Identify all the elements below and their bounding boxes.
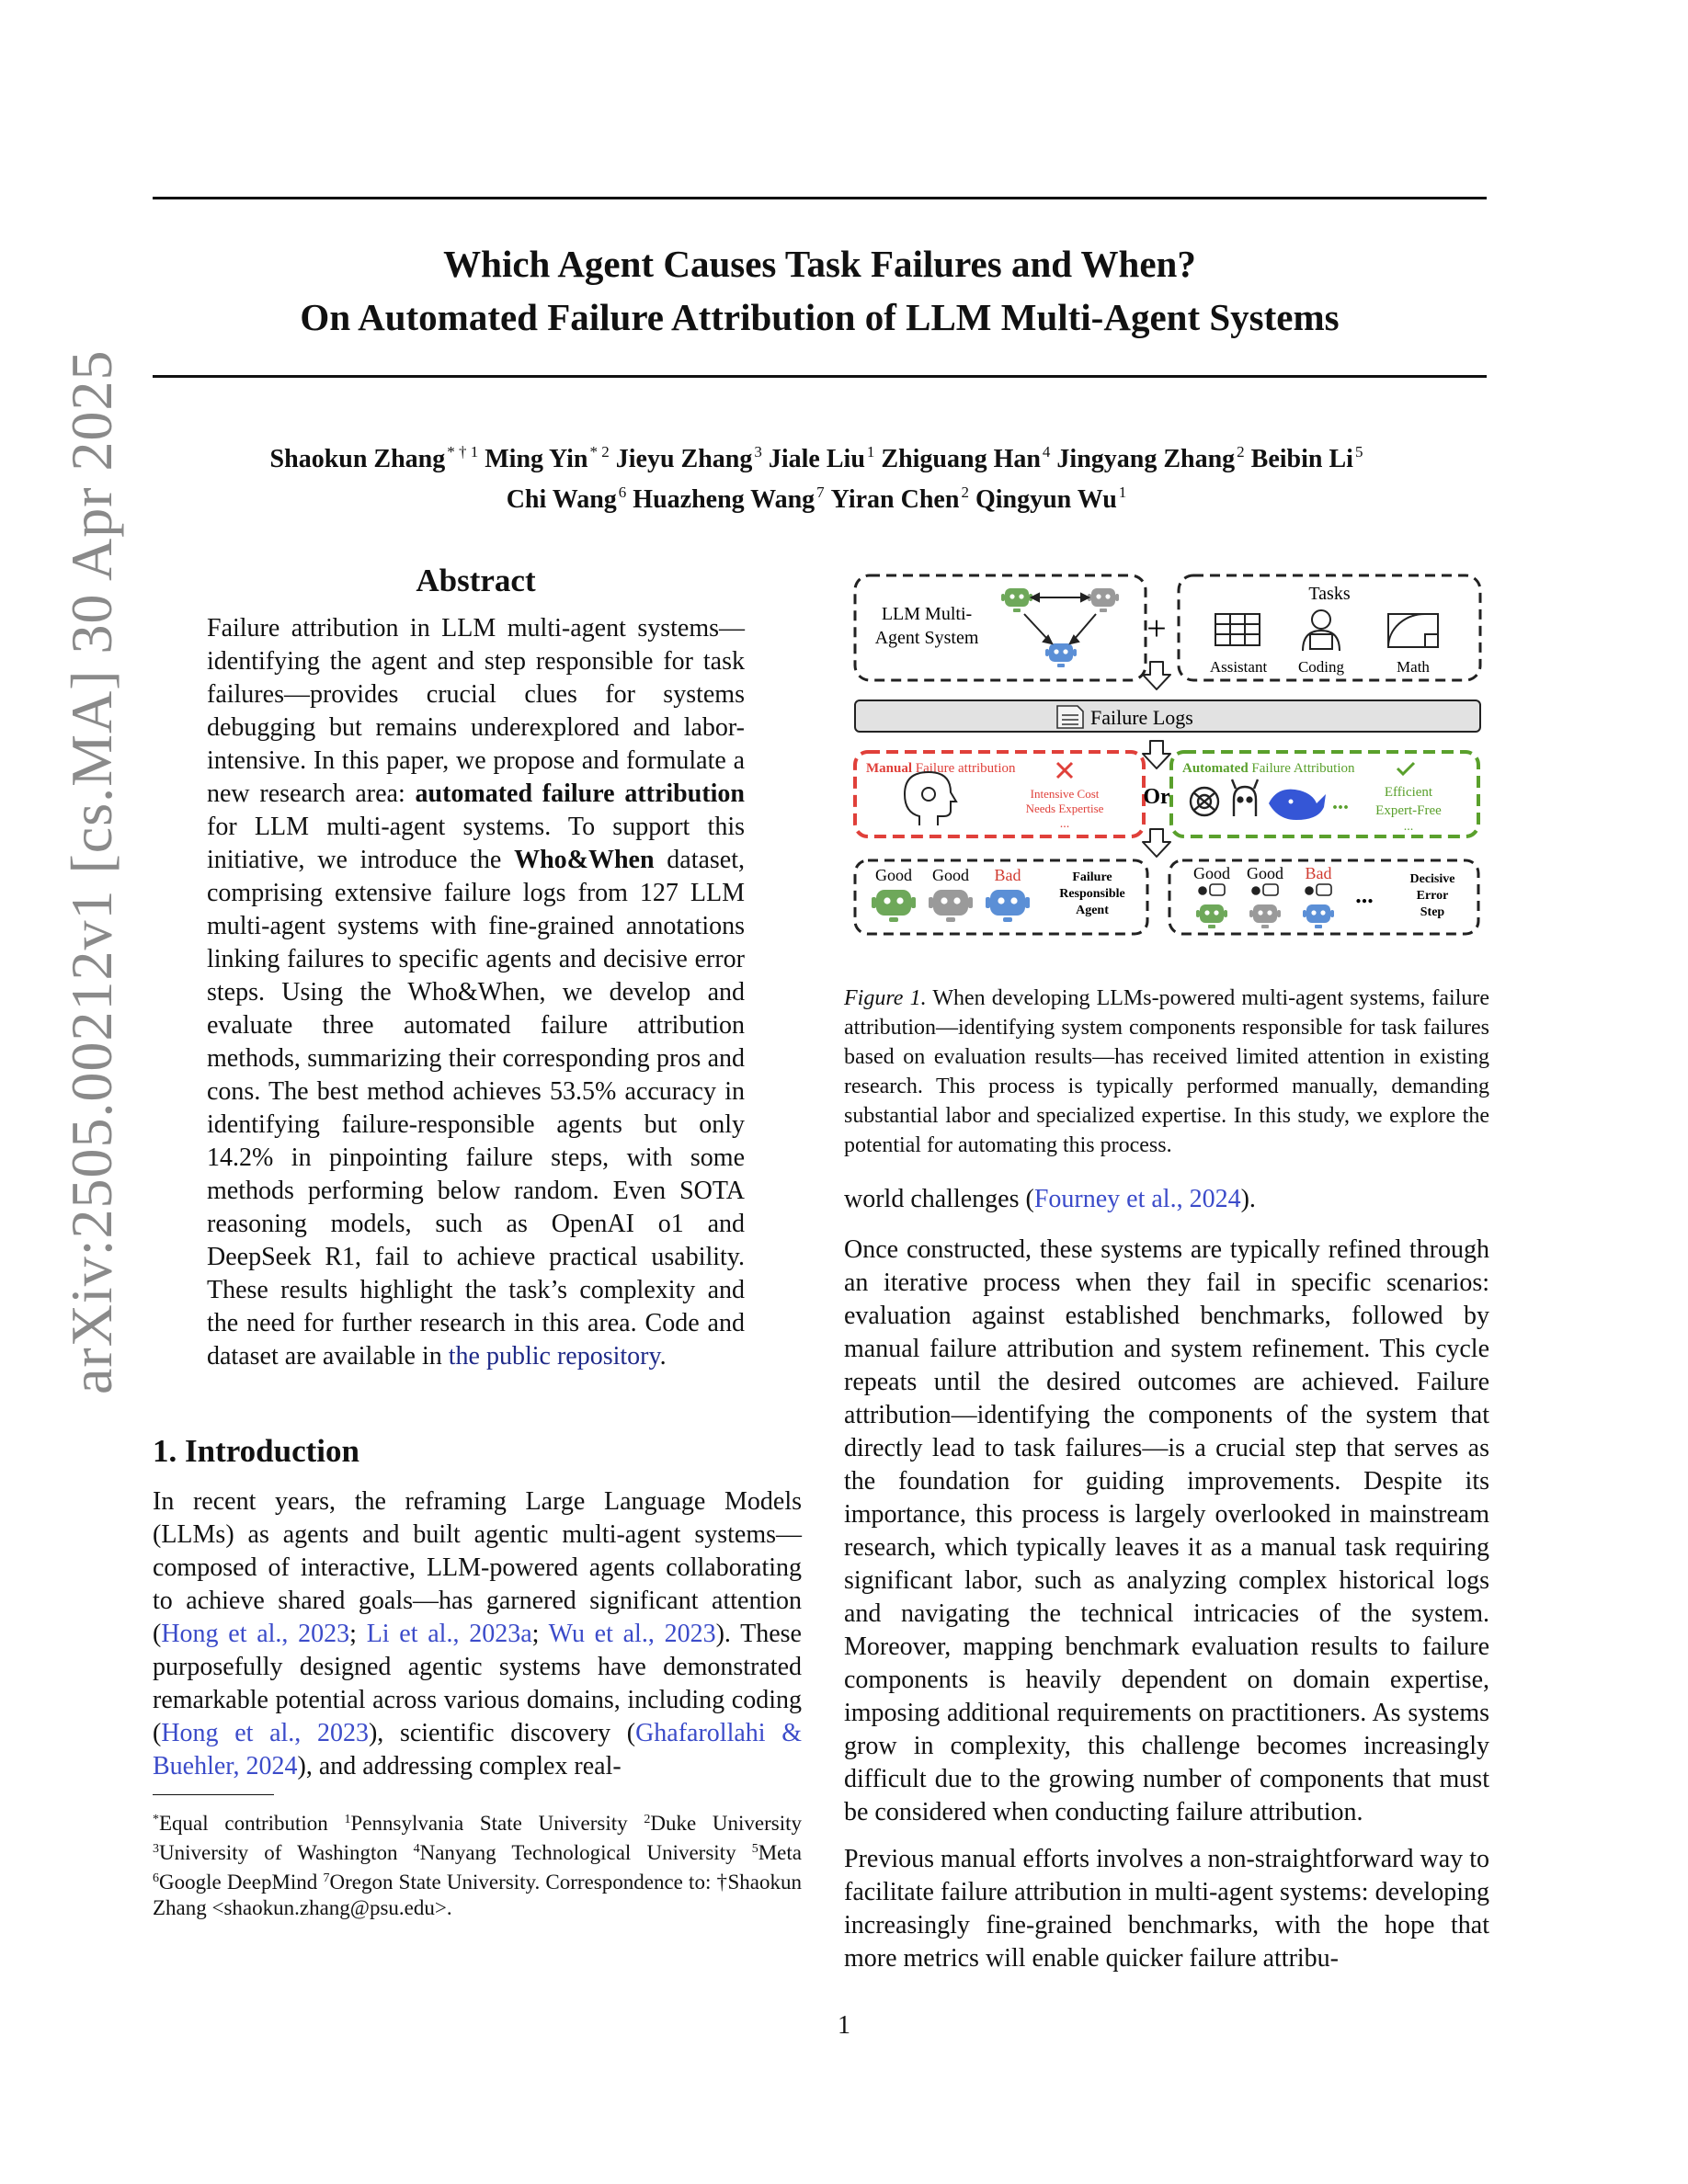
manual-title: Manual Failure attribution	[866, 761, 1016, 776]
decisive-label: Error	[1416, 889, 1449, 903]
mas-label: LLM Multi-	[881, 604, 973, 624]
agent-gray-icon	[1088, 588, 1119, 612]
figure-caption	[844, 984, 1489, 1160]
author-affiliation-mark: 1	[866, 443, 875, 461]
agent-green-icon	[1001, 588, 1032, 612]
abstract-bold-term: automated failure attribution	[415, 779, 745, 808]
right-paragraph-3: Previous manual efforts involves a non-straightforward way to facilitate failure attribution in multi-agent systems: developing increasingly fine-grained benchmarks, with the hope that more metrics will enable quicker failure attribu-	[844, 1845, 1489, 1973]
author-name: Ming Yin	[485, 445, 588, 473]
deepseek-logo-icon	[1269, 790, 1326, 820]
task-assistant: Assistant	[1209, 658, 1268, 676]
manual-expertise: Needs Expertise	[1025, 802, 1104, 815]
good-label: Good	[1247, 864, 1283, 882]
failure-logs-label: Failure Logs	[1090, 706, 1193, 729]
citation-link[interactable]: Fourney et al., 2024	[1033, 1185, 1241, 1213]
abstract-heading: Abstract	[416, 563, 536, 598]
author-name: Chi Wang	[506, 485, 617, 514]
citation-link[interactable]: Li et al., 2023a	[366, 1620, 532, 1648]
author-affiliation-mark: 2	[961, 483, 969, 501]
llama-logo-icon	[1232, 779, 1258, 816]
page-number: 1	[838, 2011, 850, 2040]
agent-links	[1024, 594, 1096, 643]
decisive-label: Step	[1420, 905, 1445, 919]
responsible-label: Failure	[1072, 870, 1112, 884]
intro-span: ;	[531, 1620, 549, 1648]
author-list	[153, 436, 1487, 517]
intro-span: In recent years, the reframing Large Language Models (LLMs) as agents and built agentic multi-agent systems—composed of interactive, LLM-powered agents collaborating to achieve shared goals—has garnered significant attention (	[153, 1487, 802, 1648]
right-paragraph-2: Once constructed, these systems are typically refined through an iterative process when they fail in specific scenarios: evaluation against established benchmarks, followed by manual failure attribution and system refinement. This cycle repeats until the desired outcomes are achieved. Failure attribution—identifying the components of the system that directly lead to task failures—is a crucial step that serves as the foundation for guiding improvements. Despite its importance, this process is largely overlooked in mainstream research, which typically leaves it as a manual task requiring significant labor, such as analyzing complex historical logs and navigating the technical intricacies of the system. Moreover, mapping benchmark evaluation results to failure components is heavily dependent on domain expertise, imposing additional requirements on practitioners. As systems grow in complexity, this challenge becomes increasingly difficult due to the growing number of components that must be considered when conducting failure attribution.	[844, 1235, 1489, 1826]
agent-gray-icon	[929, 890, 973, 922]
abstract-span: dataset, comprising extensive failure logs from 127 LLM multi-agent systems with fine-grained annotations linking failures to specific agents and decisive error steps. Using the Who&When, we develop and evaluate three automated failure attribution methods, summarizing their corresponding pros and cons. The best method achieves 53.5% accuracy in identifying failure-responsible agents but only 14.2% in pinpointing failure steps, with some methods performing below random. Even SOTA reasoning models, such as OpenAI o1 and DeepSeek R1, fail to achieve practical usability. These results highlight the task’s complexity and the need for further research in this area. Code and dataset are available in	[207, 846, 746, 1371]
footnote-rule	[153, 1794, 274, 1795]
author-name: Huazheng Wang	[633, 485, 815, 514]
plus-icon: +	[1146, 609, 1167, 648]
section-heading-introduction: 1. Introduction	[153, 1433, 359, 1469]
document-icon	[1057, 706, 1083, 728]
responsible-label: Agent	[1076, 904, 1109, 917]
paper-title	[153, 237, 1487, 344]
agent-blue-icon	[986, 890, 1030, 922]
task-coding: Coding	[1297, 658, 1345, 676]
abstract-span: Failure attribution in LLM multi-agent systems—identifying the agent and step responsible for task failures—provides crucial clues for systems debugging but remains underexplored and labor-intensive. In this paper, we propose and formulate a new research area:	[207, 614, 745, 808]
author-affiliation-mark: 6	[618, 483, 627, 501]
automated-efficient: Efficient	[1384, 785, 1433, 800]
automated-title: Automated Failure Attribution	[1182, 761, 1355, 776]
down-arrow-icon	[1143, 662, 1170, 689]
author-affiliation-mark: 7	[816, 483, 825, 501]
author-line-2	[153, 476, 1487, 517]
intro-span: ), and addressing complex real-	[297, 1752, 622, 1780]
agent-blue-icon	[1303, 904, 1334, 928]
down-arrow-icon	[1143, 829, 1170, 857]
responsible-label: Responsible	[1059, 887, 1125, 901]
good-label: Good	[875, 866, 912, 884]
decisive-label: Decisive	[1409, 872, 1455, 886]
footnote-span: Google DeepMind	[159, 1871, 324, 1894]
title-line-1: Which Agent Causes Task Failures and When?	[443, 243, 1196, 285]
right-span: ).	[1240, 1185, 1256, 1213]
repository-link[interactable]: the public repository	[448, 1342, 660, 1371]
agent-gray-icon	[1249, 904, 1281, 928]
right-span: world challenges (	[844, 1185, 1034, 1213]
math-icon	[1388, 614, 1438, 647]
intro-paragraph	[153, 1485, 802, 1783]
top-rule	[153, 197, 1487, 199]
author-affiliation-mark: 1	[1118, 483, 1127, 501]
author-affiliation-mark: 2	[1237, 443, 1245, 461]
author-name: Qingyun Wu	[975, 485, 1117, 514]
author-name: Jieyu Zhang	[615, 445, 753, 473]
intro-span: ). These purposefully designed agentic systems have demonstrated remarkable potential across various domains, including coding (	[153, 1620, 802, 1747]
automated-dots: ...	[1332, 791, 1349, 814]
bad-label: Bad	[1305, 864, 1332, 882]
agent-green-icon	[1196, 904, 1227, 928]
down-arrow-icon	[1143, 741, 1170, 768]
step-dots: ...	[1355, 882, 1374, 908]
mas-label: Agent System	[874, 628, 979, 648]
manual-cost: Intensive Cost	[1030, 787, 1100, 801]
title-line-2: On Automated Failure Attribution of LLM Multi-Agent Systems	[300, 296, 1340, 338]
good-label: Good	[932, 866, 969, 884]
title-bottom-rule	[153, 375, 1487, 378]
table-icon	[1215, 614, 1260, 645]
intro-span: ), scientific discovery (	[368, 1719, 636, 1747]
abstract-dataset-name: Who&When	[514, 846, 655, 874]
abstract-span: for LLM multi-agent systems. To support this initiative, we introduce the	[207, 813, 745, 874]
chat-bubbles	[1199, 884, 1331, 895]
author-name: Zhiguang Han	[881, 445, 1041, 473]
footnote-span: Duke University	[650, 1812, 803, 1835]
author-affiliation-mark: 5	[1354, 443, 1363, 461]
author-name: Beibin Li	[1250, 445, 1353, 473]
footnote: *Equal contribution $^1$Pennsylvania State University $^2$Duke University $^3$University of Washington $^4$Nanyang Technological University $^5$Meta $^6$Google DeepMind $^7$Oregon State University. Correspondence to: †Shaokun Zhang <shaokun.zhang@psu.edu>.	[153, 1812, 803, 1919]
automated-ellipsis: ...	[1403, 820, 1414, 834]
author-name: Shaokun Zhang	[269, 445, 446, 473]
automated-expert-free: Expert-Free	[1375, 803, 1442, 818]
author-affiliation-mark: 4	[1042, 443, 1051, 461]
author-affiliation-mark: 3	[754, 443, 762, 461]
caption-label: Figure 1.	[844, 986, 927, 1010]
footnote-span: Oregon State University. Correspondence to: †Shaokun Zhang <shaokun.zhang@psu.edu>.	[153, 1871, 802, 1919]
abstract-text	[207, 612, 745, 1373]
author-name: Jiale Liu	[768, 445, 865, 473]
right-paragraph-1	[844, 1183, 1489, 1216]
footnote-span: Pennsylvania State University	[350, 1812, 644, 1835]
author-affiliation-mark: * 2	[589, 443, 610, 461]
arxiv-stamp: arXiv:2505.00212v1 [cs.MA] 30 Apr 2025	[59, 349, 124, 1394]
openai-logo-icon	[1191, 788, 1218, 815]
author-name: Yiran Chen	[830, 485, 960, 514]
abstract-span: .	[659, 1342, 667, 1371]
intro-span: ;	[349, 1620, 367, 1648]
citation-link[interactable]: Ghafarollahi & Buehler, 2024	[153, 1719, 802, 1780]
cross-icon	[1057, 763, 1072, 778]
figure-1	[844, 568, 1489, 943]
or-label: Or	[1143, 785, 1170, 809]
author-name: Jingyang Zhang	[1056, 445, 1236, 473]
agent-blue-icon	[1045, 643, 1077, 667]
tasks-label: Tasks	[1308, 584, 1351, 604]
caption-text: When developing LLMs-powered multi-agent systems, failure attribution—identifying system components responsible for task failures based on evaluation results—has received limited attention in existing research. This process is typically performed manually, demanding substantial labor and specialized expertise. In this study, we explore the potential for automating this process.	[844, 986, 1490, 1157]
bad-label: Bad	[994, 866, 1021, 884]
footnote-span: University of Washington	[159, 1841, 414, 1864]
head-brain-icon	[905, 772, 956, 825]
footnote-span: Meta	[758, 1841, 802, 1864]
manual-ellipsis: ...	[1059, 817, 1070, 831]
citation-link[interactable]: Hong et al., 2023	[161, 1620, 350, 1648]
citation-link[interactable]: Hong et al., 2023	[161, 1719, 369, 1747]
citation-link[interactable]: Wu et al., 2023	[548, 1620, 716, 1648]
agent-green-icon	[872, 890, 916, 922]
task-math: Math	[1397, 658, 1430, 676]
author-affiliation-mark: * † 1	[447, 443, 479, 461]
check-icon	[1397, 763, 1414, 774]
author-line-1	[153, 436, 1487, 476]
footnote-span: Nanyang Technological University	[419, 1841, 752, 1864]
good-label: Good	[1193, 864, 1230, 882]
footnote-span: Equal contribution	[159, 1812, 345, 1835]
coder-icon	[1303, 610, 1340, 651]
